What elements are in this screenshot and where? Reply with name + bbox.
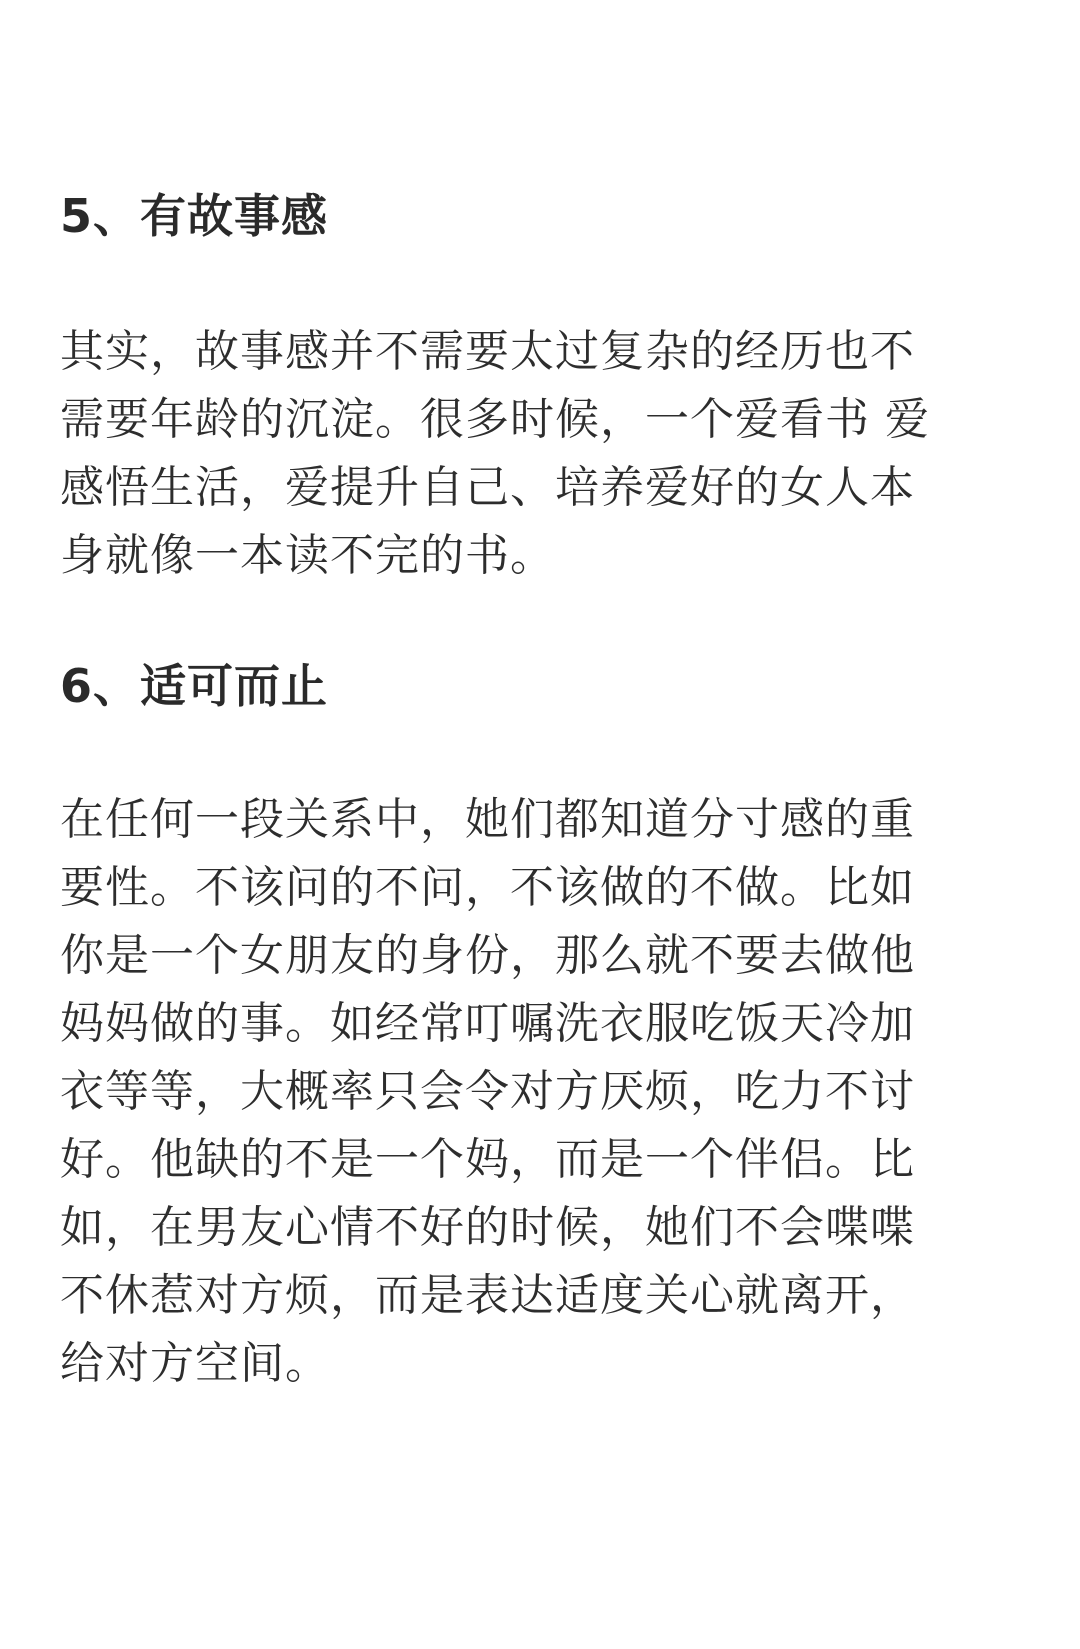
paragraph-line: 给对方空间。 [60, 1338, 330, 1389]
paragraph-line: 如，在男友心情不好的时候，她们不会喋喋 [60, 1202, 915, 1253]
paragraph-line: 身就像一本读不完的书。 [60, 530, 555, 581]
paragraph-line: 你是一个女朋友的身份，那么就不要去做他 [60, 930, 915, 981]
paragraph-line: 要性。不该问的不问，不该做的不做。比如 [60, 862, 915, 913]
paragraph-line: 其实，故事感并不需要太过复杂的经历也不 [60, 326, 915, 377]
section-heading-5: 5、有故事感 [60, 189, 329, 243]
paragraph-line: 不休惹对方烦，而是表达适度关心就离开， [60, 1270, 915, 1321]
paragraph-line: 好。他缺的不是一个妈，而是一个伴侣。比 [60, 1134, 915, 1185]
paragraph-line: 需要年龄的沉淀。很多时候，一个爱看书 爱 [60, 394, 930, 445]
section-paragraph-6 [60, 786, 1020, 1398]
section-heading-6: 6、适可而止 [60, 659, 329, 713]
paragraph-line: 妈妈做的事。如经常叮嘱洗衣服吃饭天冷加 [60, 998, 915, 1049]
paragraph-line: 衣等等，大概率只会令对方厌烦，吃力不讨 [60, 1066, 915, 1117]
paragraph-line: 感悟生活，爱提升自己、培养爱好的女人本 [60, 462, 915, 513]
paragraph-line: 在任何一段关系中，她们都知道分寸感的重 [60, 794, 915, 845]
section-paragraph-5 [60, 318, 1020, 590]
